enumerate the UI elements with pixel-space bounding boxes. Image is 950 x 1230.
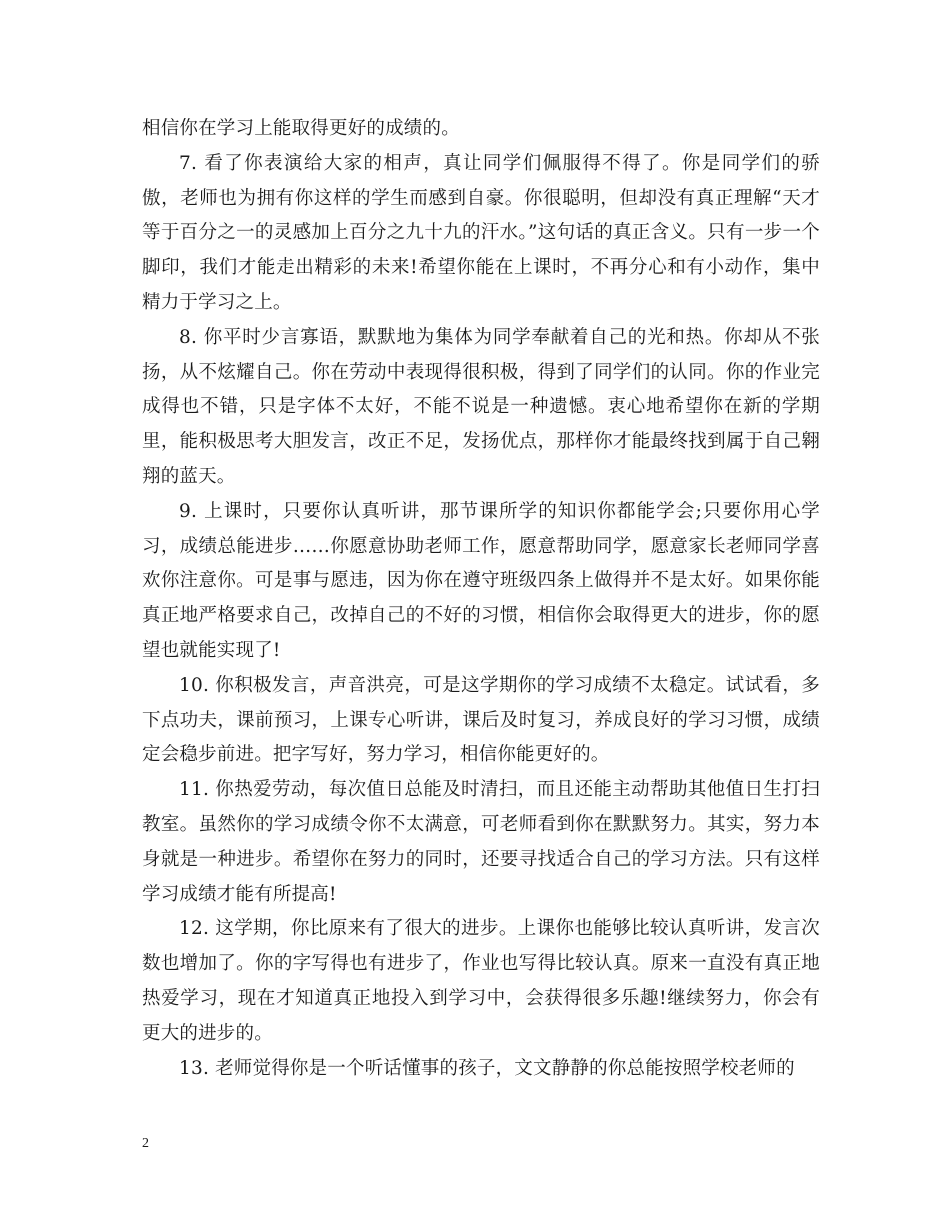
paragraph-comment-12: 12. 这学期，你比原来有了很大的进步。上课你也能够比较认真听讲，发言次数也增加了。你的字写得也有进步了，作业也写得比较认真。原来一直没有真正地热爱学习，现在才知道真正地投入到学习中，会获得很多乐趣!继续努力，你会有更大的进步的。 xyxy=(142,918,820,1044)
paragraph-comment-8: 8. 你平时少言寡语，默默地为集体为同学奉献着自己的光和热。你却从不张扬，从不炫耀自己。你在劳动中表现得很积极，得到了同学们的认同。你的作业完成得也不错，只是字体不太好，不能不说是一种遗憾。衷心地希望你在新的学期里，能积极思考大胆发言，改正不足，发扬优点，那样你才能最终找到属于自己翱翔的蓝天。 xyxy=(142,326,820,487)
paragraph-comment-11: 11. 你热爱劳动，每次值日总能及时清扫，而且还能主动帮助其他值日生打扫教室。虽然你的学习成绩令你不太满意，可老师看到你在默默努力。其实，努力本身就是一种进步。希望你在努力的同时，还要寻找适合自己的学习方法。只有这样学习成绩才能有所提高! xyxy=(142,779,820,905)
page-number: 2 xyxy=(142,1136,149,1151)
paragraph-comment-13: 13. 老师觉得你是一个听话懂事的孩子，文文静静的你总能按照学校老师的 xyxy=(179,1057,795,1079)
paragraph-comment-10: 10. 你积极发言，声音洪亮，可是这学期你的学习成绩不太稳定。试试看，多下点功夫，课前预习，上课专心听讲，课后及时复习，养成良好的学习习惯，成绩定会稳步前进。把字写好，努力学习，相信你能更好的。 xyxy=(142,674,820,766)
paragraph-comment-9: 9. 上课时，只要你认真听讲，那节课所学的知识你都能学会;只要你用心学习，成绩总能进步……你愿意协助老师工作，愿意帮助同学，愿意家长老师同学喜欢你注意你。可是事与愿违，因为你在遵守班级四条上做得并不是太好。如果你能真正地严格要求自己，改掉自己的不好的习惯，相信你会取得更大的进步，你的愿望也就能实现了! xyxy=(142,500,820,661)
paragraph-comment-7: 7. 看了你表演给大家的相声，真让同学们佩服得不得了。你是同学们的骄傲，老师也为拥有你这样的学生而感到自豪。你很聪明，但却没有真正理解“天才等于百分之一的灵感加上百分之九十九的汗水。”这句话的真正含义。只有一步一个脚印，我们才能走出精彩的未来!希望你能在上课时，不再分心和有小动作，集中精力于学习之上。 xyxy=(142,152,820,313)
paragraph-continuation: 相信你在学习上能取得更好的成绩的。 xyxy=(142,118,460,139)
body-text xyxy=(142,112,820,1086)
